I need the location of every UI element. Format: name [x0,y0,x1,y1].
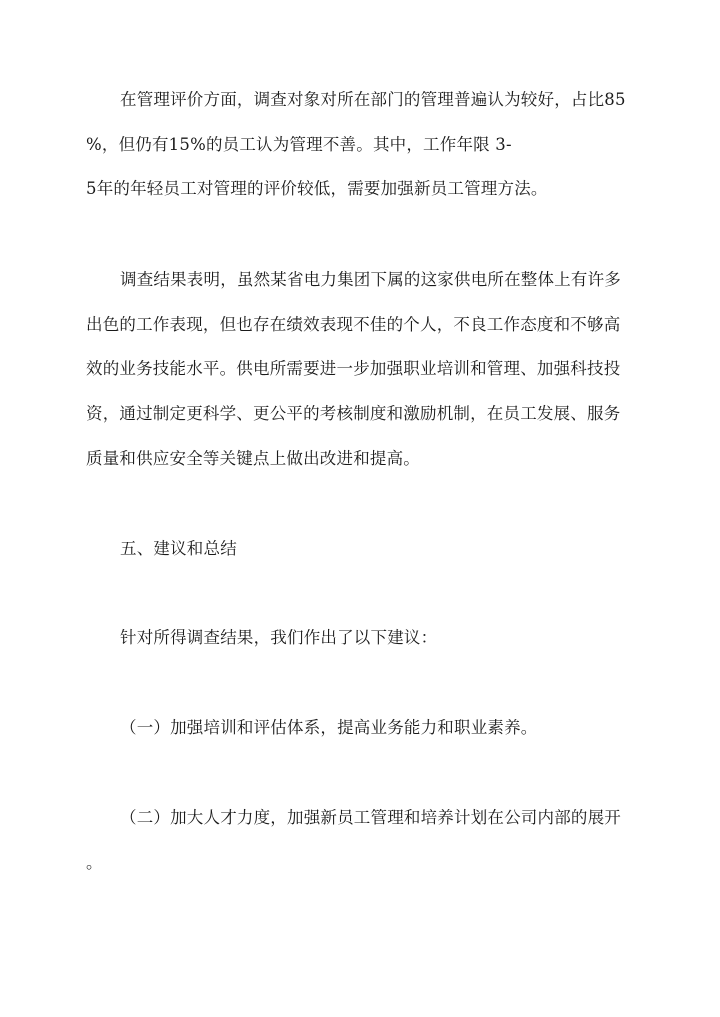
paragraph-results-line-4: 资，通过制定更科学、更公平的考核制度和激励机制，在员工发展、服务 [86,404,621,423]
paragraph-management-line-2: %，但仍有15%的员工认为管理不善。其中，工作年限 3- [86,135,512,154]
paragraph-results-line-3: 效的业务技能水平。供电所需要进一步加强职业培训和管理、加强科技投 [86,359,621,378]
suggestion-2-line-2: 。 [86,853,103,872]
suggestion-2-line-1: （二）加大人才力度，加强新员工管理和培养计划在公司内部的展开 [120,808,621,827]
suggestions-intro: 针对所得调查结果，我们作出了以下建议： [120,628,438,647]
suggestion-1: （一）加强培训和评估体系，提高业务能力和职业素养。 [120,718,538,737]
paragraph-results-line-5: 质量和供应安全等关键点上做出改进和提高。 [86,449,420,468]
paragraph-results-line-2: 出色的工作表现，但也存在绩效表现不佳的个人，不良工作态度和不够高 [86,315,621,334]
paragraph-results-line-1: 调查结果表明，虽然某省电力集团下属的这家供电所在整体上有许多 [120,270,621,289]
section-heading: 五、建议和总结 [120,539,237,558]
paragraph-management-line-1: 在管理评价方面，调查对象对所在部门的管理普遍认为较好，占比85 [120,90,626,109]
paragraph-management-line-3: 5年的年轻员工对管理的评价较低，需要加强新员工管理方法。 [86,179,548,198]
